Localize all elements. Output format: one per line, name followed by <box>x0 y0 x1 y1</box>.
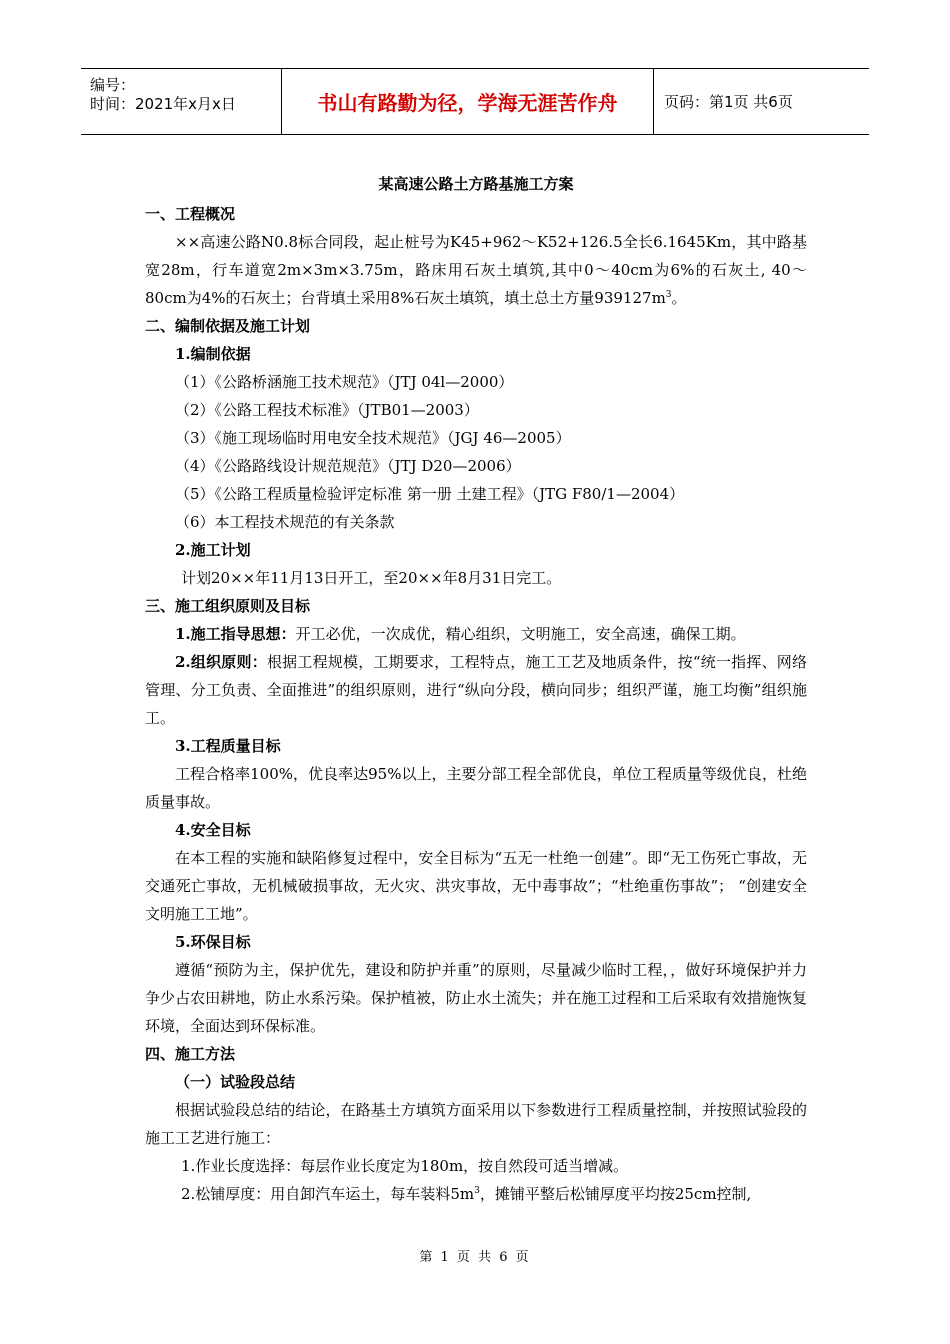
paragraph: 工程合格率100%，优良率达95%以上，主要分部工程全部优良，单位工程质量等级优良，杜绝质量事故。 <box>145 765 807 811</box>
document-body <box>145 168 807 1208</box>
doc-number-label: 编号： <box>90 76 136 94</box>
list-item <box>145 1180 807 1208</box>
header-meta <box>81 69 281 134</box>
subsection-heading: 5.环保目标 <box>175 933 251 951</box>
section-heading: 三、施工组织原则及目标 <box>145 597 311 615</box>
reference-item: （3）《施工现场临时用电安全技术规范》（JGJ 46—2005） <box>175 429 571 447</box>
list-item: 1.作业长度选择：每层作业长度定为180m，按自然段可适当增减。 <box>181 1157 629 1175</box>
subsection-heading: 2.施工计划 <box>175 541 251 559</box>
doc-title: 某高速公路土方路基施工方案 <box>378 175 574 193</box>
reference-item: （4）《公路路线设计规范规范》（JTJ D20—2006） <box>175 457 521 475</box>
paragraph <box>145 648 807 732</box>
header-motto: 书山有路勤为径，学海无涯苦作舟 <box>281 69 654 134</box>
superscript: 3 <box>474 1186 480 1196</box>
paragraph: 在本工程的实施和缺陷修复过程中，安全目标为“五无一杜绝一创建”。即“无工伤死亡事故，无交通死亡事故，无机械破损事故，无火灾、洪灾事故，无中毒事故”；“杜绝重伤事故”； “创建安全文明施工工地”。 <box>145 849 807 923</box>
paragraph: 遵循“预防为主，保护优先，建设和防护并重”的原则，尽量减少临时工程，，做好环境保护并力争少占农田耕地，防止水系污染。保护植被，防止水土流失；并在施工过程和工后采取有效措施恢复环境，全面达到环保标准。 <box>145 961 807 1035</box>
section-heading: 四、施工方法 <box>145 1045 236 1063</box>
paragraph-text: 开工必优，一次成优，精心组织，文明施工，安全高速，确保工期。 <box>295 625 746 643</box>
reference-item: （5）《公路工程质量检验评定标准 第一册 土建工程》（JTG F80/1—2004） <box>175 485 685 503</box>
subsection-heading: （一）试验段总结 <box>175 1073 296 1091</box>
paragraph-text: 根据工程规模，工期要求，工程特点，施工工艺及地质条件，按“统一指挥、网络管理、分工负责、全面推进”的组织原则，进行“纵向分段，横向同步；组织严谨，施工均衡”组织施工。 <box>145 653 807 727</box>
page-header <box>81 68 869 135</box>
reference-item: （1）《公路桥涵施工技术规范》（JTJ 04l—2000） <box>175 373 514 391</box>
paragraph <box>145 620 807 648</box>
paragraph: 计划20××年11月13日开工，至20××年8月31日完工。 <box>181 569 562 587</box>
paragraph <box>145 228 807 312</box>
header-page-info: 页码：第1页 共6页 <box>664 93 793 111</box>
page-footer: 第 1 页 共 6 页 <box>419 1250 531 1265</box>
reference-item: （6）本工程技术规范的有关条款 <box>175 513 395 531</box>
inline-label: 2.组织原则： <box>175 653 267 671</box>
paragraph-text: ，摊铺平整后松铺厚度平均按25cm控制, <box>479 1185 752 1203</box>
doc-time-label: 时间：2021年x月x日 <box>90 95 236 113</box>
subsection-heading: 1.编制依据 <box>175 345 251 363</box>
paragraph-text: ××高速公路N0.8标合同段，起止桩号为K45+962～K52+126.5全长6.1645Km，其中路基宽28m，行车道宽2m×3m×3.75m，路床用石灰土填筑,其中0～40cm为6%的石灰土, 40～80cm为4%的石灰土；台背填土采用8%石灰土填筑，填土总土方量939127m <box>145 233 807 307</box>
reference-item: （2）《公路工程技术标准》（JTB01—2003） <box>175 401 479 419</box>
subsection-heading: 4.安全目标 <box>175 821 251 839</box>
inline-label: 1.施工指导思想： <box>175 625 296 643</box>
paragraph-text: 。 <box>671 289 687 307</box>
subsection-heading: 3.工程质量目标 <box>175 737 281 755</box>
superscript: 3 <box>665 290 672 300</box>
section-heading: 一、工程概况 <box>145 205 236 223</box>
paragraph: 根据试验段总结的结论，在路基土方填筑方面采用以下参数进行工程质量控制，并按照试验段的施工工艺进行施工： <box>145 1101 807 1147</box>
section-heading: 二、编制依据及施工计划 <box>145 317 311 335</box>
paragraph-text: 2.松铺厚度：用自卸汽车运土，每车装料5m <box>181 1185 475 1203</box>
